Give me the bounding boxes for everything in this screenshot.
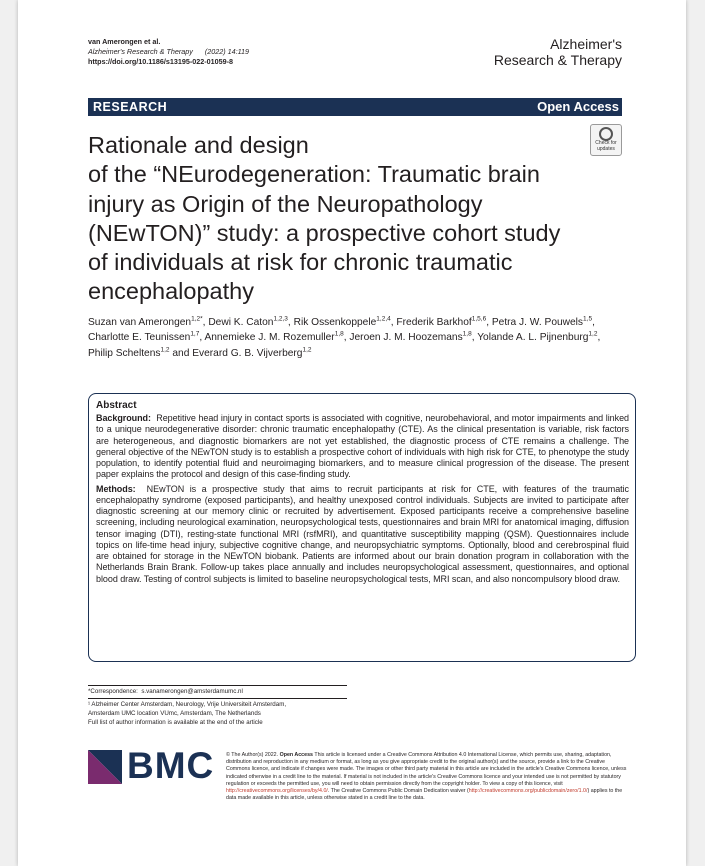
title-line: encephalopathy xyxy=(88,278,254,305)
abstract-heading: Abstract xyxy=(96,400,137,411)
journal-logo xyxy=(494,36,622,68)
license-body: ) applies to the data made available in this article, unless otherwise stated in a credit line to the data. xyxy=(226,788,623,802)
license-body: . The Creative Commons Public Domain Dedication waiver ( xyxy=(327,788,469,795)
author-name[interactable]: Frederik Barkhof xyxy=(396,317,472,328)
citation-year: (2022) 14:119 xyxy=(204,47,250,57)
author-affiliation: 1,8 xyxy=(334,330,344,338)
bmc-logo-text: BMC xyxy=(127,745,215,786)
author-name[interactable]: Charlotte E. Teunissen xyxy=(88,332,191,344)
title-line: of the “NEurodegeneration: Traumatic brain xyxy=(88,161,540,188)
author-name[interactable]: Annemieke J. M. Rozemuller xyxy=(204,332,335,344)
author-name[interactable]: Philip Scheltens xyxy=(88,347,161,359)
article-page xyxy=(18,0,686,866)
author-affiliation: 1,7 xyxy=(190,330,200,338)
journal-logo-line2: Research & Therapy xyxy=(493,52,622,68)
title-line: of individuals at risk for chronic traumatic xyxy=(88,249,513,276)
author-affiliation: 1,2 xyxy=(588,330,598,338)
journal-logo-line1: Alzheimer's xyxy=(550,36,622,52)
title-line: (NEwTON)” study: a prospective cohort study xyxy=(88,219,561,246)
check-updates-line2: updates xyxy=(597,145,615,152)
citation-journal: Alzheimer's Research & Therapy xyxy=(88,47,193,57)
author-name[interactable]: Dewi K. Caton xyxy=(208,317,274,328)
author-affiliation: 1,2,3 xyxy=(273,315,288,323)
license-link[interactable]: http://creativecommons.org/licenses/by/4.0/ xyxy=(226,788,328,795)
author-list: Suzan van Amerongen$^{1,2*}$, Dewi K. Caton$^{1,2,3}$, Rik Ossenkoppele$^{1,2,4}$, Frederik Barkhof$^{1,5,6}$, Petra J. W. Pouwels$^{1,5}$, Charlotte E. Teunissen$^{1,7}$, Annemieke J. M. Rozemuller$^{1,8}$, Jeroen J. M. Hoozemans$^{1,8}$, Yolande A. L. Pijnenburg$^{1,2}$, Philip Scheltens$^{1,2}$ and Everard G. B. Vijverberg$^{1,2}$ xyxy=(88,315,601,359)
abstract-background xyxy=(96,413,629,481)
affiliation-note xyxy=(88,700,388,727)
author-name[interactable]: Rik Ossenkoppele xyxy=(293,317,377,328)
open-access-label: Open Access xyxy=(537,99,619,114)
author-affiliation: 1,8 xyxy=(462,330,472,338)
author-name[interactable]: Petra J. W. Pouwels xyxy=(491,317,584,328)
correspondence-email[interactable]: s.vanamerongen@amsterdamumc.nl xyxy=(141,688,243,695)
citation-doi-link[interactable]: https://doi.org/10.1186/s13195-022-01059-8 xyxy=(88,57,234,67)
author-affiliation: 1,2* xyxy=(191,315,203,323)
article-type-label: RESEARCH xyxy=(93,100,168,114)
check-updates-line1: Check for xyxy=(595,140,617,146)
bmc-logo-mark xyxy=(88,750,122,784)
background-label: Background: xyxy=(96,413,151,423)
license-body: This article is licensed under a Creative Commons Attribution 4.0 International License, which permits use, sharing, adaptation, distribution and reproduction in any medium or format, as long as you give appropriate credit to the original author(s) and the source, provide a link to the Creative Commons licence, and indicate if changes were made. The images or other third party material in this article are included in the article's Creative Commons licence, unless indicated otherwise in a credit line to the material. If material is not included in the article's Creative Commons licence and your intended use is not permitted by statutory regulation or exceeds the permitted use, you will need to obtain permission directly from the copyright holder. To view a copy of this licence, visit xyxy=(226,752,627,787)
author-name[interactable]: Suzan van Amerongen xyxy=(88,317,192,328)
methods-label: Methods: xyxy=(96,483,136,494)
footnote-divider xyxy=(88,698,347,699)
author-affiliation: 1,2 xyxy=(302,346,312,354)
background-text: Repetitive head injury in contact sports is associated with cognitive, neurobehavioral, and motor impairments and linked to a unique neurodegenerative disorder: chronic traumatic encephalopathy (CTE). As the clinical presentation is variable, risk factors are heterogeneous, and diagnostic biomarkers are not yet established, the diagnostic process of CTE remains a challenge. The general objective of the NEwTON study is to establish a prospective cohort of individuals with high risk for CTE, to phenotype the study population, to identify potential fluid and neuroimaging biomarkers, and to measure clinical progression of the disease. The present paper explains the protocol and design of this case-finding study. xyxy=(96,413,629,480)
author-name[interactable]: Everard G. B. Vijverberg xyxy=(192,347,303,359)
article-type-banner xyxy=(88,98,622,116)
affiliation-line: ¹ Alzheimer Center Amsterdam, Neurology, Vrije Universiteit Amsterdam, xyxy=(88,701,287,708)
methods-text: NEwTON is a prospective study that aims to recruit participants at risk for CTE, with features of the traumatic encephalopathy syndrome (exposed participants), and healthy unexposed control individuals. Subjects are invited to participate after diagnostic screening at our memory clinic or recruited by advertisement. Exposed participants receive a comprehensive baseline screening, including neurological examination, neuropsychological tests, questionnaires and brain MRI for anatomical imaging, diffusion tensor imaging (DTI), resting-state functional MRI (rsfMRI), and quantitative susceptibility mapping (QSM). Questionnaires include topics on life-time head injury, subjective cognitive change, and neuropsychiatric symptoms. Optionally, blood and cerebrospinal fluid are obtained for storage in the NEwTON biobank. Patients are informed about our brain donation program in collaboration with the Netherlands Brain Brank. Follow-up takes place annually and includes neuropsychological assessment, questionnaires, and optional blood draw. Testing of control subjects is limited to baseline neuropsychological tests, MRI scan, and also noncompulsory blood draw. xyxy=(96,483,629,584)
title-line: Rationale and design xyxy=(88,132,309,158)
citation-authors: van Amerongen et al. xyxy=(88,37,161,46)
article-title xyxy=(88,131,608,307)
affiliation-line: Amsterdam UMC location VUmc, Amsterdam, The Netherlands xyxy=(88,710,261,717)
author-affiliation: 1,2 xyxy=(160,346,170,354)
author-affiliation: 1,5 xyxy=(583,315,593,323)
public-domain-link[interactable]: http://creativecommons.org/publicdomain/zero/1.0/ xyxy=(468,788,588,795)
abstract-box xyxy=(88,393,636,662)
correspondence-label: *Correspondence: xyxy=(88,688,138,695)
author-affiliation: 1,2,4 xyxy=(376,315,391,323)
citation-journal-line xyxy=(88,47,249,57)
license-open-access: Open Access xyxy=(279,752,313,758)
citation-block xyxy=(88,37,249,68)
author-joiner: and xyxy=(172,347,190,359)
correspondence-note xyxy=(88,687,243,696)
author-affiliation: 1,5,6 xyxy=(471,315,487,323)
abstract-methods xyxy=(96,484,629,585)
author-name[interactable]: Yolande A. L. Pijnenburg xyxy=(477,332,589,344)
footnote-divider xyxy=(88,685,347,686)
author-name[interactable]: Jeroen J. M. Hoozemans xyxy=(349,332,463,344)
license-copyright: © The Author(s) 2022. xyxy=(226,752,279,758)
title-line: injury as Origin of the Neuropathology xyxy=(88,190,483,217)
license-text xyxy=(226,752,630,802)
affiliation-line: Full list of author information is available at the end of the article xyxy=(88,719,263,726)
